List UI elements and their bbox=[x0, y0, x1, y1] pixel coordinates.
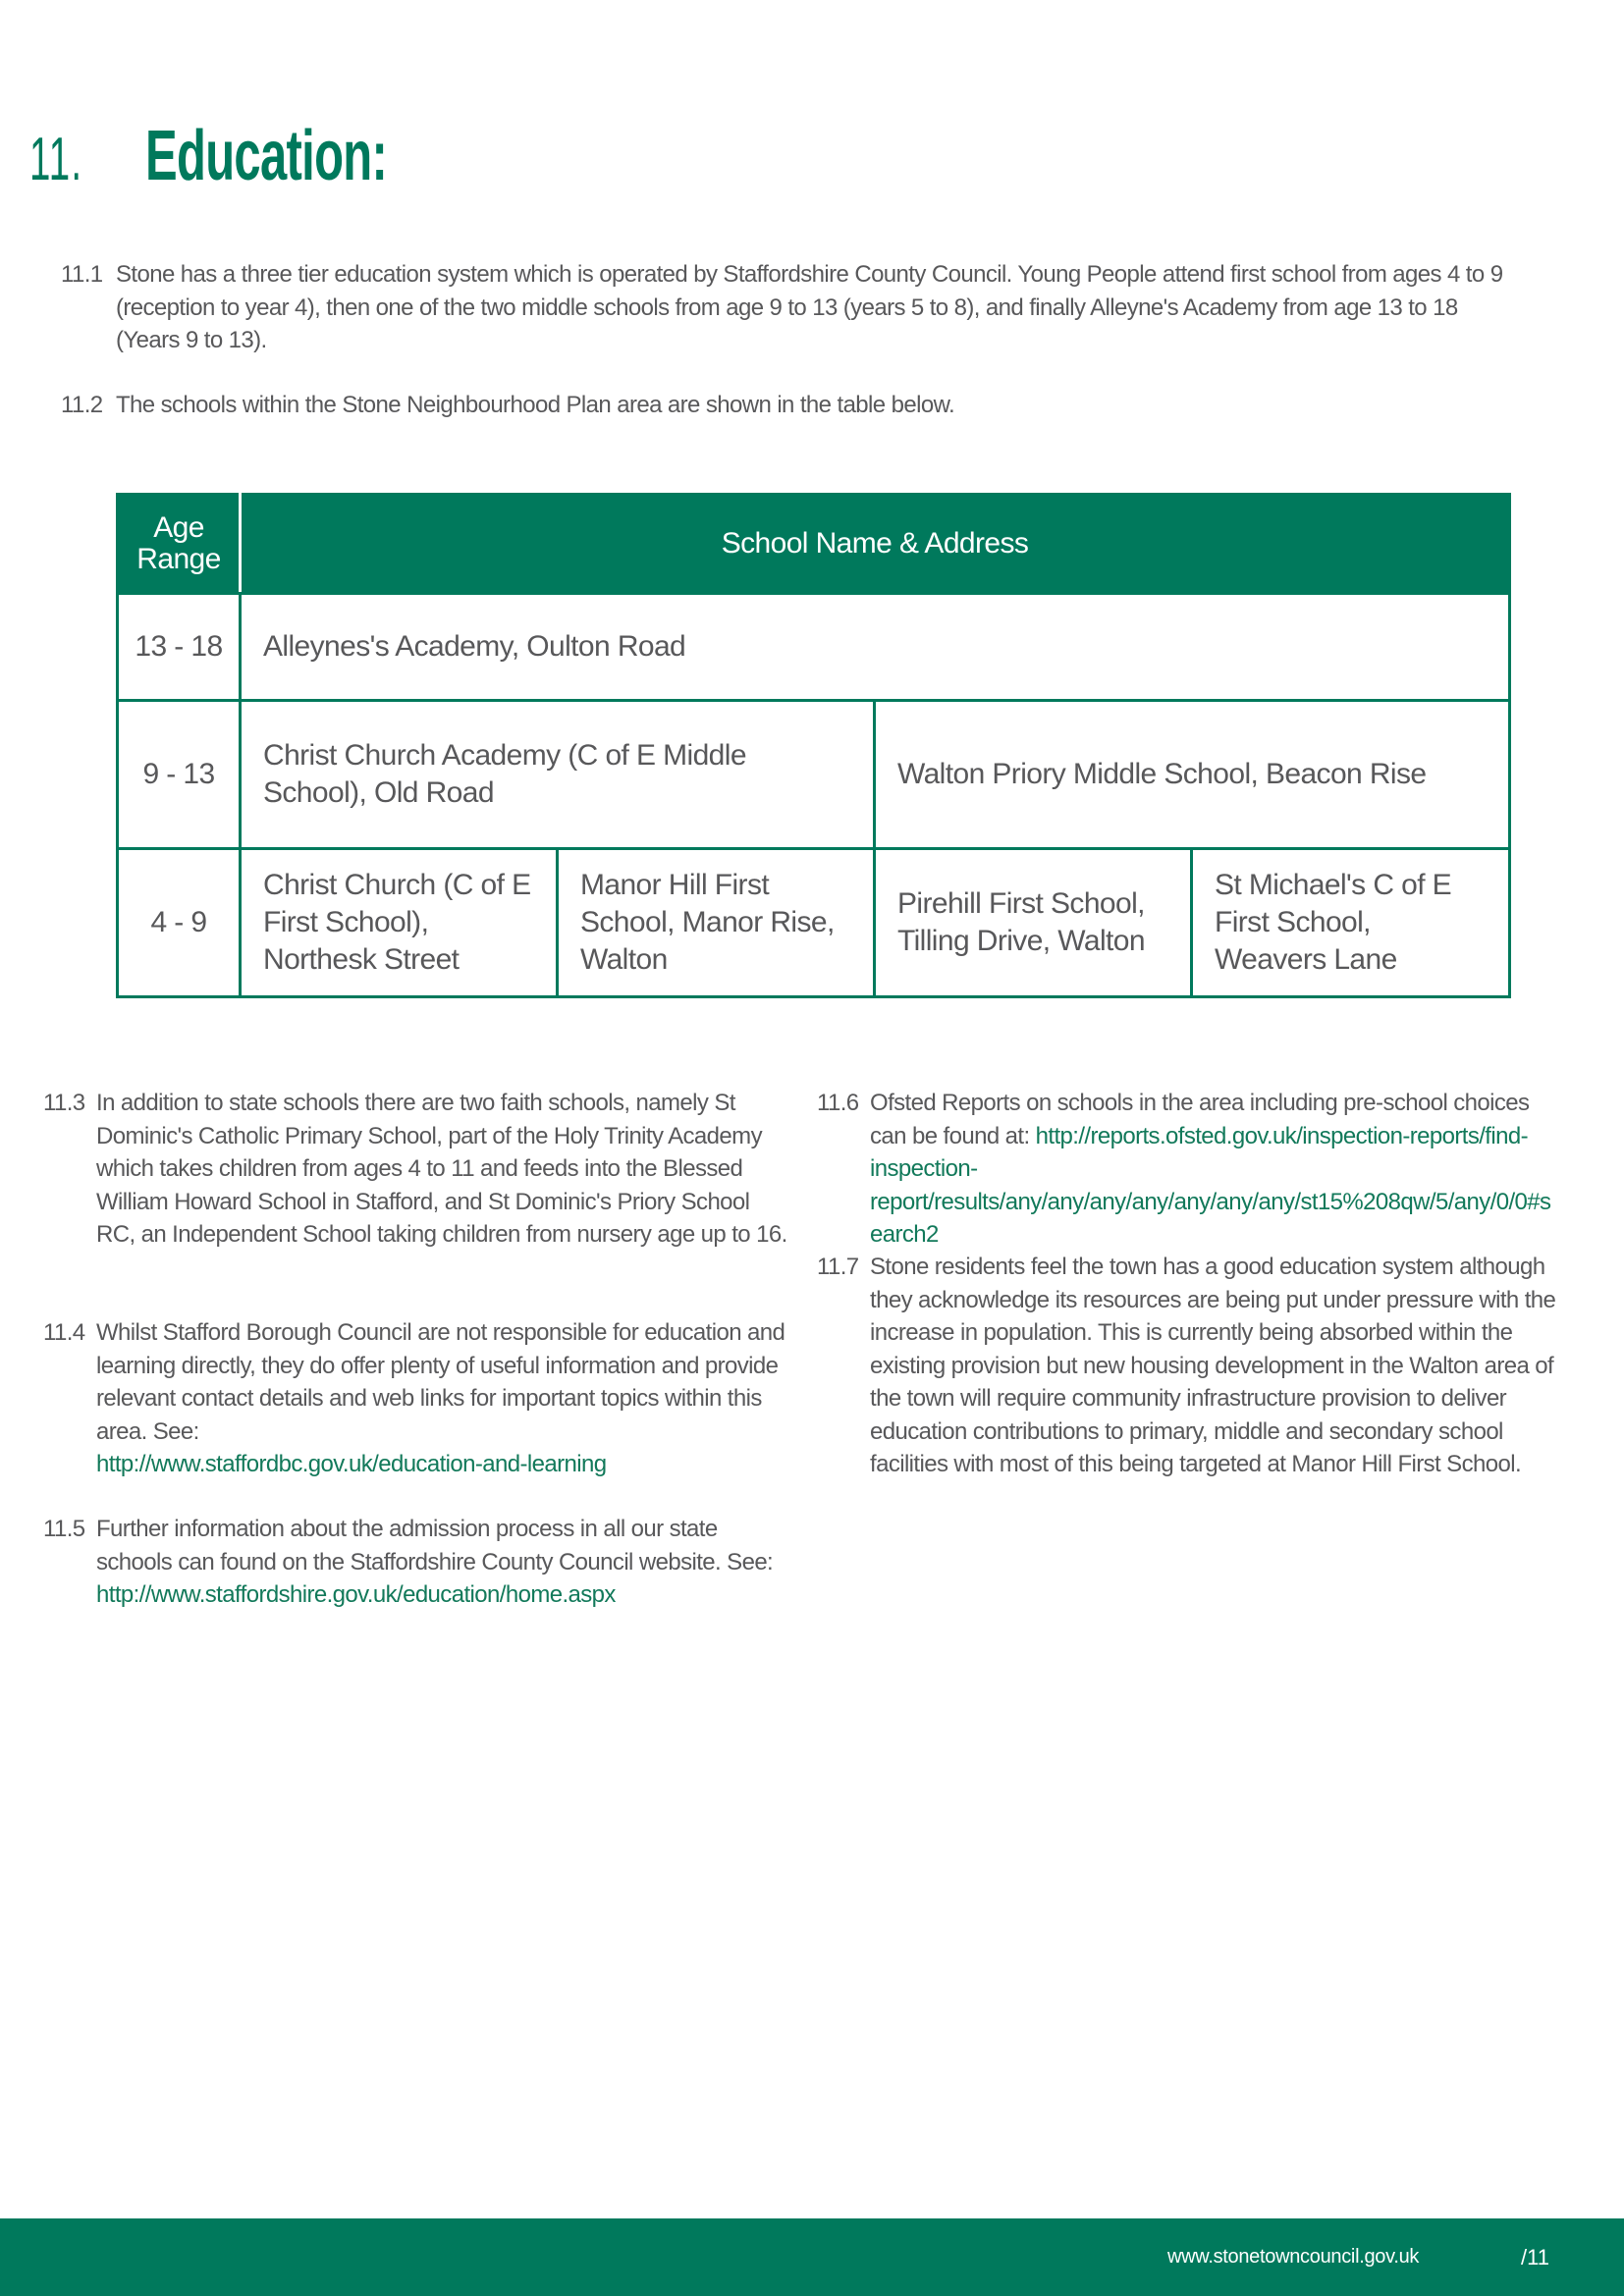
table-row bbox=[118, 849, 1510, 997]
paragraph-11-1 bbox=[61, 258, 1504, 357]
page-number: /11 bbox=[1521, 2245, 1549, 2269]
footer-website: www.stonetowncouncil.gov.uk bbox=[1167, 2246, 1420, 2268]
age-range-cell: 13 - 18 bbox=[118, 594, 241, 701]
school-cell: St Michael's C of E First School, Weavers Lane bbox=[1192, 849, 1510, 997]
paragraph-number: 11.6 bbox=[817, 1090, 859, 1116]
paragraph-body bbox=[96, 1316, 789, 1481]
paragraph-11-5 bbox=[43, 1513, 789, 1612]
paragraph-11-4 bbox=[43, 1316, 789, 1481]
paragraph-body bbox=[870, 1087, 1563, 1252]
table-header-row bbox=[118, 495, 1510, 594]
age-range-cell: 9 - 13 bbox=[118, 701, 241, 849]
schools-table bbox=[116, 493, 1511, 998]
paragraph-number: 11.3 bbox=[43, 1090, 85, 1116]
paragraph-number: 11.5 bbox=[43, 1516, 85, 1542]
paragraph-text: Stone residents feel the town has a good education system although they acknowledge its resources are being put under pressure with the increase in population. This is currently being absorbed within the existing provision but new housing development in the Walton area of the town will require community infrastructure provision to deliver education contributions to primary, middle and secondary school facilities with most of this being targeted at Manor Hill First School. bbox=[870, 1254, 1556, 1477]
paragraph-11-6 bbox=[817, 1087, 1563, 1252]
paragraph-text: Further information about the admission process in all our state schools can found on the Staffordshire County Council website. See: bbox=[96, 1516, 774, 1575]
page-footer bbox=[0, 2218, 1624, 2296]
paragraph-11-2 bbox=[61, 389, 1504, 422]
paragraph-text: Ofsted Reports on schools in the area including pre-school choices can be found at: bbox=[870, 1090, 1530, 1149]
header-school-name-address: School Name & Address bbox=[241, 495, 1510, 594]
school-cell: Alleynes's Academy, Oulton Road bbox=[241, 594, 1510, 701]
paragraph-number: 11.4 bbox=[43, 1319, 85, 1346]
school-cell: Walton Priory Middle School, Beacon Rise bbox=[875, 701, 1510, 849]
paragraph-number: 11.2 bbox=[61, 392, 103, 418]
table-row bbox=[118, 701, 1510, 849]
paragraph-11-3 bbox=[43, 1087, 789, 1252]
school-cell: Manor Hill First School, Manor Rise, Walton bbox=[558, 849, 875, 997]
paragraph-text: Stone has a three tier education system which is operated by Staffordshire County Council. Young People attend first school from ages 4 to 9 (reception to year 4), then one of the two middle schools from age 9 to 13 (years 5 to 8), and finally Alleyne's Academy from age 13 to 18 (Years 9 to 13). bbox=[116, 261, 1503, 353]
paragraph-text: In addition to state schools there are two faith schools, namely St Dominic's Catholic Primary School, part of the Holy Trinity Academy which takes children from ages 4 to 11 and feeds into the Blessed William Howard School in Stafford, and St Dominic's Priory School RC, an Independent School taking children from nursery age up to 16. bbox=[96, 1090, 787, 1248]
section-heading bbox=[29, 116, 501, 196]
table-row bbox=[118, 594, 1510, 701]
header-age-range: Age Range bbox=[118, 495, 241, 594]
school-cell: Pirehill First School, Tilling Drive, Walton bbox=[875, 849, 1192, 997]
paragraph-number: 11.7 bbox=[817, 1254, 859, 1280]
paragraph-body bbox=[96, 1513, 789, 1612]
staffordshire-education-link[interactable]: http://www.staffordshire.gov.uk/education/home.aspx bbox=[96, 1581, 616, 1608]
school-cell: Christ Church (C of E First School), Northesk Street bbox=[241, 849, 558, 997]
age-range-cell: 4 - 9 bbox=[118, 849, 241, 997]
ofsted-reports-link[interactable]: http://reports.ofsted.gov.uk/inspection-reports/find-inspection-report/results/any/any/any/any/any/any/any/st15%208qw/5/any/0/0#search2 bbox=[870, 1122, 1551, 1248]
school-cell: Christ Church Academy (C of E Middle School), Old Road bbox=[241, 701, 875, 849]
paragraph-text: The schools within the Stone Neighbourhood Plan area are shown in the table below. bbox=[116, 392, 955, 418]
paragraph-text: Whilst Stafford Borough Council are not responsible for education and learning directly, they do offer plenty of useful information and provide relevant contact details and web links for important topics within this area. See: bbox=[96, 1319, 785, 1445]
stafford-bc-education-link[interactable]: http://www.staffordbc.gov.uk/education-and-learning bbox=[96, 1451, 607, 1477]
section-title: Education: bbox=[145, 117, 388, 195]
section-number: 11. bbox=[29, 126, 83, 193]
paragraph-number: 11.1 bbox=[61, 261, 103, 288]
paragraph-11-7 bbox=[817, 1251, 1563, 1481]
